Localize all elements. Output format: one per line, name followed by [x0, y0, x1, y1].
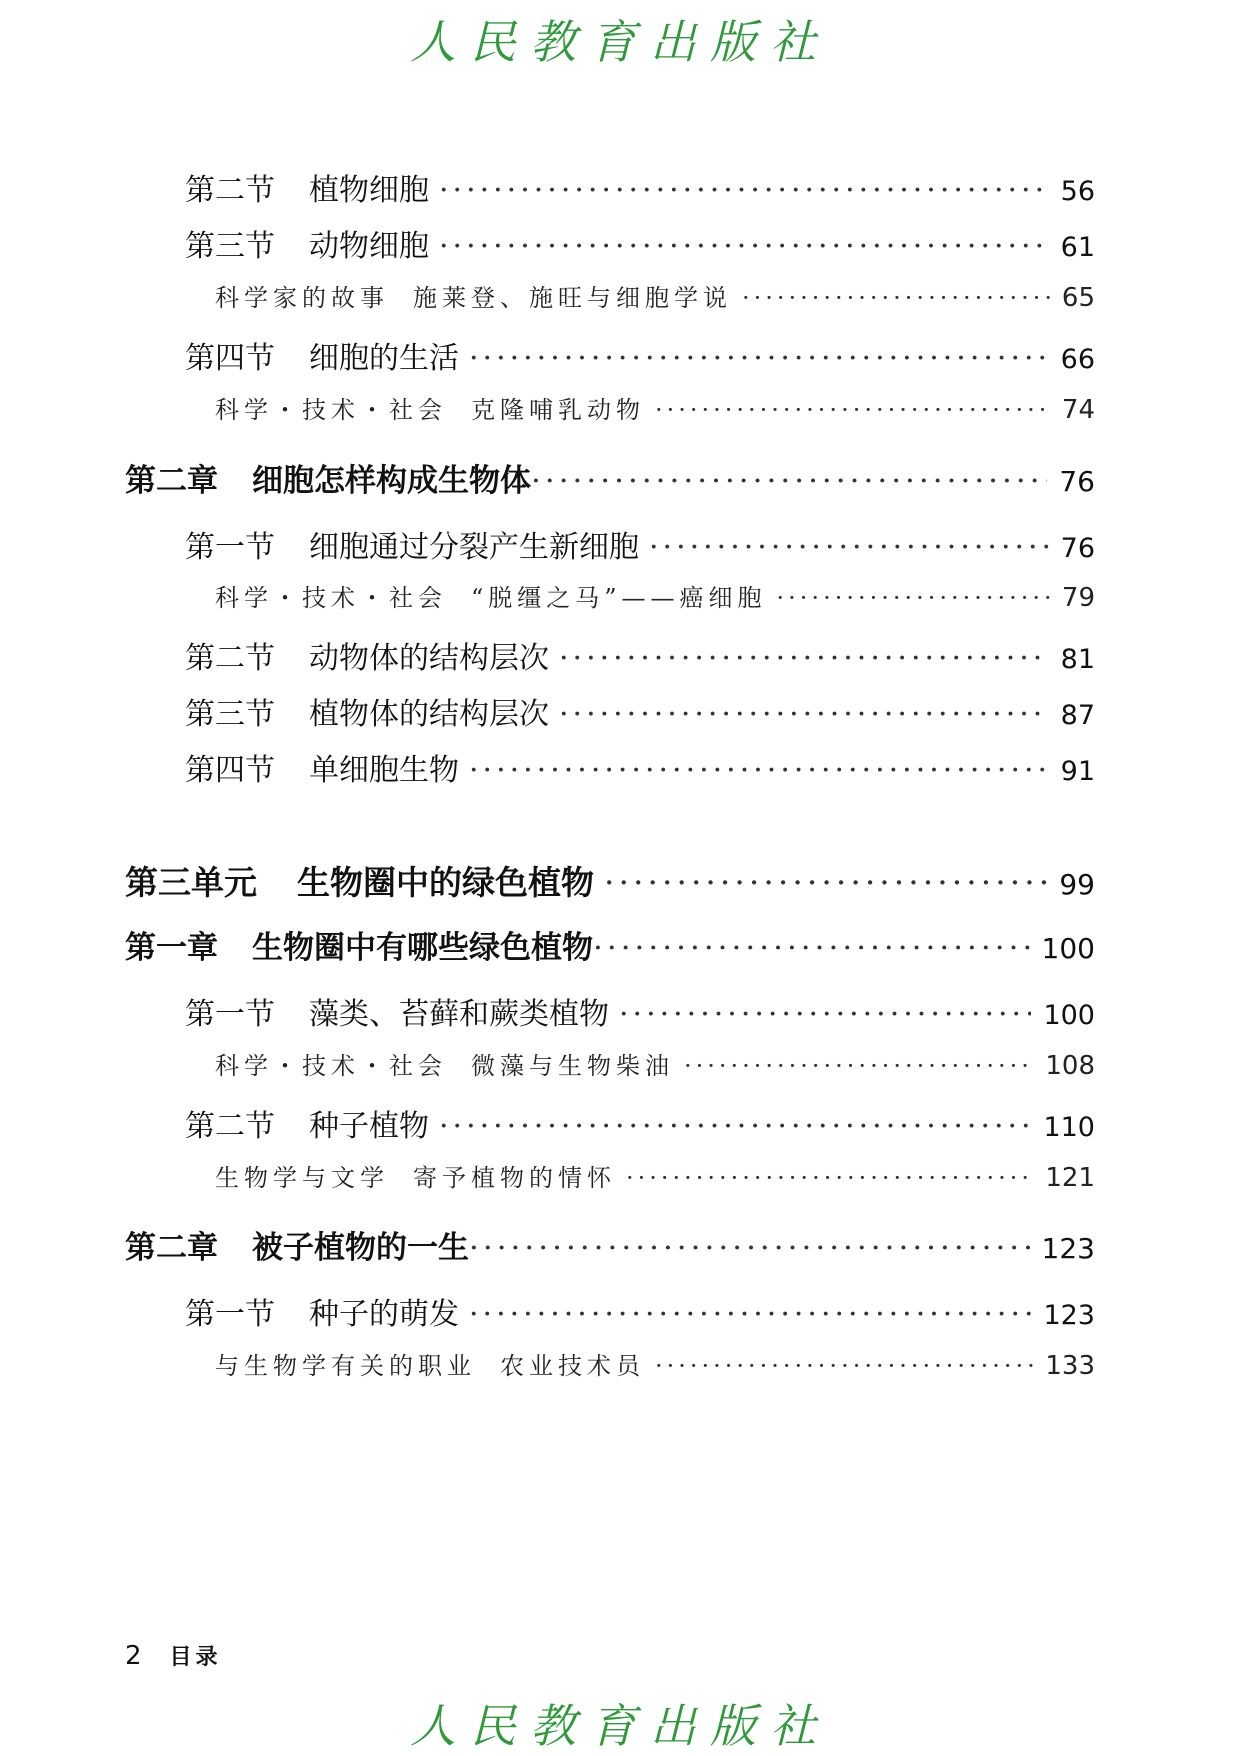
page-footer	[125, 1640, 222, 1671]
entry-title: 被子植物的一生	[252, 1230, 469, 1266]
entry-label: 第四节	[185, 753, 275, 788]
dot-leader	[439, 1109, 1031, 1144]
dot-leader	[559, 697, 1049, 732]
entry-page-number: 74	[1061, 395, 1095, 425]
entry-label: 第二节	[185, 173, 275, 208]
entry-page-number: 79	[1061, 583, 1095, 613]
entry-page-number: 65	[1061, 283, 1095, 313]
toc-entry-section[interactable]	[185, 745, 1095, 789]
entry-title: 细胞通过分裂产生新细胞	[309, 530, 639, 565]
toc-entry-section[interactable]	[185, 689, 1095, 733]
entry-title: 农业技术员	[500, 1352, 645, 1380]
entry-title: 寄予植物的情怀	[413, 1164, 616, 1192]
toc-entry-reading[interactable]	[215, 1346, 1095, 1381]
entry-title: “脱缰之马”——癌细胞	[471, 584, 767, 612]
entry-title: 细胞怎样构成生物体	[252, 463, 531, 499]
entry-page-number: 76	[1059, 465, 1095, 498]
dot-leader	[649, 530, 1049, 565]
dot-leader	[469, 1297, 1031, 1332]
entry-label: 第一节	[185, 1297, 275, 1332]
entry-label: 科学・技术・社会	[215, 396, 447, 424]
dot-leader	[469, 1230, 1030, 1266]
entry-label: 第一章	[125, 930, 218, 966]
dot-leader	[604, 863, 1047, 902]
toc-entry-reading[interactable]	[215, 390, 1095, 425]
entry-title: 细胞的生活	[309, 341, 459, 376]
entry-label: 第一节	[185, 530, 275, 565]
entry-page-number: 76	[1060, 533, 1095, 564]
toc-entry-section[interactable]	[185, 221, 1095, 265]
entry-label: 第四节	[185, 341, 275, 376]
toc-entry-section[interactable]	[185, 633, 1095, 677]
entry-page-number: 123	[1041, 1232, 1095, 1265]
entry-label: 第二章	[125, 463, 218, 499]
entry-label: 与生物学有关的职业	[215, 1352, 476, 1380]
toc-entry-section[interactable]	[185, 1101, 1095, 1145]
toc-entry-section[interactable]	[185, 989, 1095, 1033]
entry-label: 第二节	[185, 641, 275, 676]
entry-label: 第三节	[185, 229, 275, 264]
dot-leader	[469, 341, 1049, 376]
entry-title: 动物细胞	[309, 229, 429, 264]
dot-leader	[655, 396, 1050, 424]
entry-page-number: 121	[1045, 1163, 1095, 1193]
publisher-watermark-bottom: 人民教育出版社	[410, 1699, 830, 1753]
toc-entry-chapter[interactable]	[125, 922, 1095, 967]
toc-entry-section[interactable]	[185, 1289, 1095, 1333]
entry-label: 科学・技术・社会	[215, 1052, 447, 1080]
entry-page-number: 61	[1060, 232, 1095, 263]
entry-title: 单细胞生物	[309, 753, 459, 788]
entry-page-number: 66	[1060, 344, 1095, 375]
entry-title: 植物体的结构层次	[309, 697, 549, 732]
entry-page-number: 123	[1043, 1300, 1095, 1331]
entry-page-number: 91	[1060, 756, 1095, 787]
entry-title: 施莱登、施旺与细胞学说	[413, 284, 732, 312]
entry-page-number: 100	[1041, 932, 1095, 965]
entry-title: 种子的萌发	[309, 1297, 459, 1332]
toc-entry-reading[interactable]	[215, 1046, 1095, 1081]
dot-leader	[777, 584, 1050, 612]
entry-label: 科学・技术・社会	[215, 584, 447, 612]
toc-entry-reading[interactable]	[215, 1158, 1095, 1193]
entry-title: 种子植物	[309, 1109, 429, 1144]
footer-title: 目录	[169, 1644, 222, 1670]
dot-leader	[439, 229, 1049, 264]
toc-entry-section[interactable]	[185, 333, 1095, 377]
publisher-watermark-top: 人民教育出版社	[410, 15, 830, 69]
entry-page-number: 56	[1060, 176, 1095, 207]
dot-leader	[742, 284, 1050, 312]
dot-leader	[469, 753, 1049, 788]
entry-page-number: 81	[1060, 644, 1095, 675]
entry-label: 科学家的故事	[215, 284, 389, 312]
dot-leader	[531, 463, 1047, 499]
entry-title: 生物圈中有哪些绿色植物	[252, 930, 593, 966]
entry-title: 生物圈中的绿色植物	[297, 863, 594, 902]
dot-leader	[684, 1052, 1033, 1080]
toc-entry-reading[interactable]	[215, 578, 1095, 613]
entry-title: 克隆哺乳动物	[471, 396, 645, 424]
entry-label: 第一节	[185, 997, 275, 1032]
entry-label: 第三节	[185, 697, 275, 732]
footer-page-number: 2	[125, 1641, 142, 1671]
dot-leader	[626, 1164, 1033, 1192]
dot-leader	[619, 997, 1031, 1032]
dot-leader	[655, 1352, 1033, 1380]
entry-page-number: 100	[1043, 1000, 1095, 1031]
entry-page-number: 133	[1045, 1351, 1095, 1381]
dot-leader	[439, 173, 1049, 208]
entry-title: 藻类、苔藓和蕨类植物	[309, 997, 609, 1032]
entry-label: 第三单元	[125, 863, 257, 902]
entry-title: 植物细胞	[309, 173, 429, 208]
entry-label: 第二章	[125, 1230, 218, 1266]
entry-label: 第二节	[185, 1109, 275, 1144]
toc-entry-unit[interactable]	[125, 857, 1095, 904]
entry-label: 生物学与文学	[215, 1164, 389, 1192]
toc-entry-section[interactable]	[185, 522, 1095, 566]
entry-page-number: 87	[1060, 700, 1095, 731]
toc-entry-chapter[interactable]	[125, 1222, 1095, 1267]
entry-page-number: 108	[1045, 1051, 1095, 1081]
toc-entry-section[interactable]	[185, 165, 1095, 209]
entry-title: 动物体的结构层次	[309, 641, 549, 676]
entry-title: 微藻与生物柴油	[471, 1052, 674, 1080]
toc-entry-chapter[interactable]	[125, 455, 1095, 500]
dot-leader	[559, 641, 1049, 676]
toc-entry-reading[interactable]	[215, 278, 1095, 313]
entry-page-number: 99	[1059, 868, 1095, 901]
dot-leader	[593, 930, 1030, 966]
entry-page-number: 110	[1043, 1112, 1095, 1143]
